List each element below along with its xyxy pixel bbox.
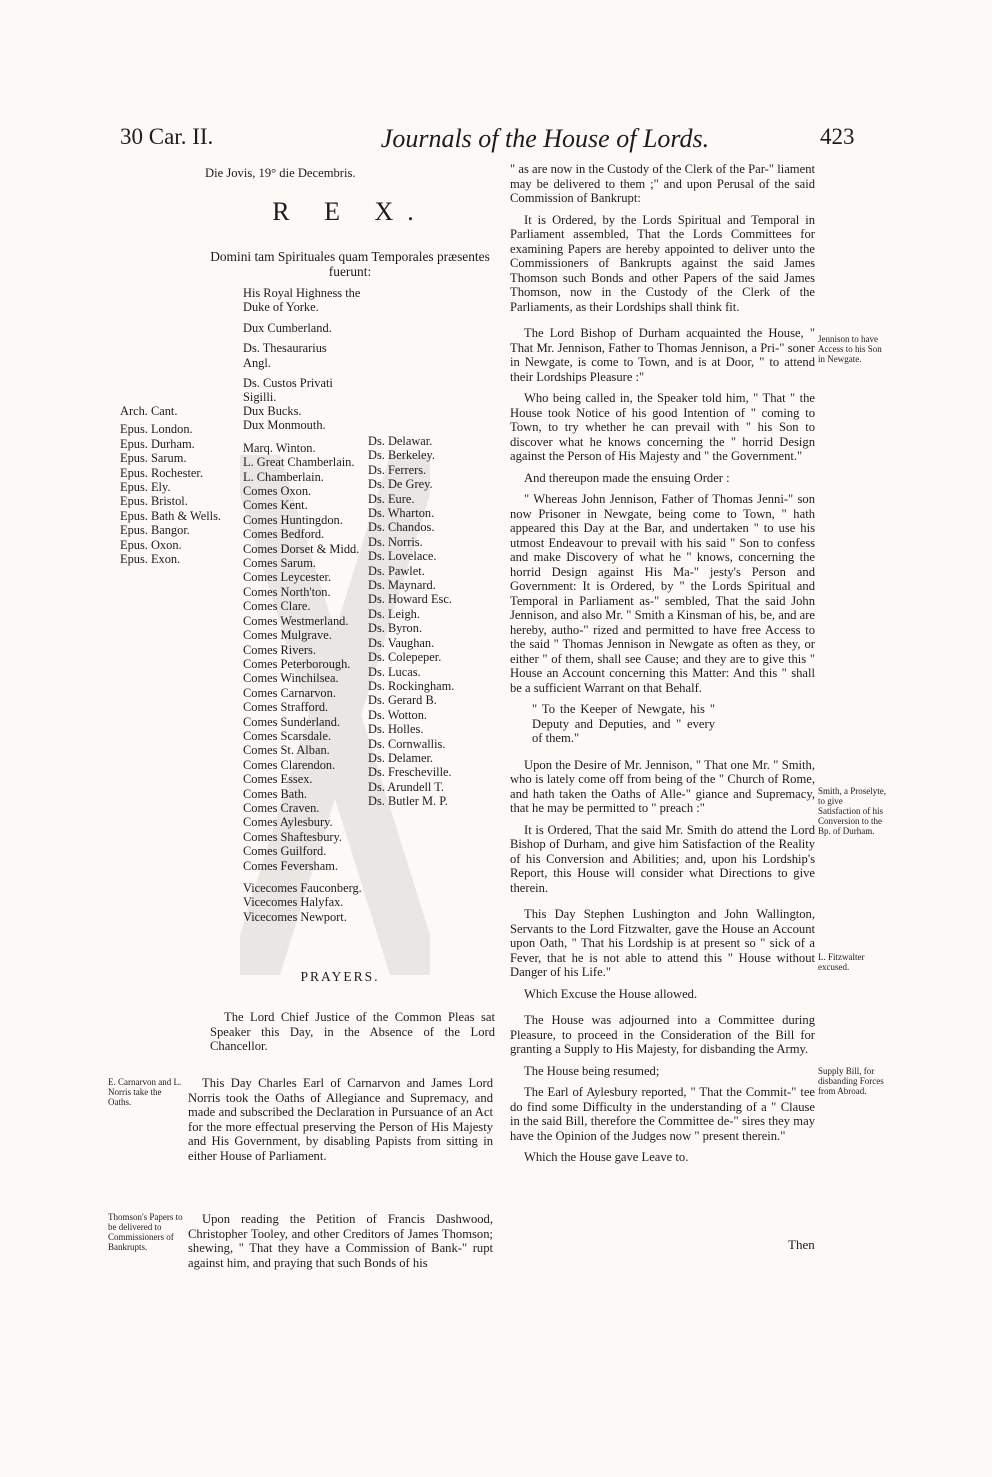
peer: Comes Carnarvon.: [243, 685, 336, 700]
peer: Comes Craven.: [243, 800, 320, 815]
bishop: Epus. Bangor.: [120, 523, 190, 538]
paragraph: The House being resumed;: [524, 1063, 660, 1078]
viscount: Vicecomes Newport.: [243, 909, 347, 924]
bishop: Epus. Ely.: [120, 480, 171, 495]
paragraph: The Earl of Aylesbury reported, " That the Commit-" tee do find some Difficulty in the understanding of a " Clause in the said Bill, therefore the Committee de-" sires they may have the Opinion of the Judges now " present therein.": [510, 1085, 815, 1143]
peer: Comes Westmerland.: [243, 613, 349, 628]
baron: Ds. Butler M. P.: [368, 794, 448, 809]
speaker-text: The Lord Chief Justice of the Common Pleas sat Speaker this Day, in the Absence of the Lord Chancellor.: [210, 1010, 495, 1053]
paragraph: The Lord Bishop of Durham acquainted the House, " That Mr. Jennison, Father to Thomas Jennison, a Pri-" soner in Newgate, is come to Town, and is at Door, " to attend their Lordships Pleasure :": [510, 326, 815, 384]
baron: Ds. Wharton.: [368, 506, 435, 521]
peer: Comes Rivers.: [243, 642, 316, 657]
baron: Ds. Norris.: [368, 534, 423, 549]
baron: Ds. Byron.: [368, 621, 423, 636]
paragraph: It is Ordered, by the Lords Spiritual and Temporal in Parliament assembled, That the Lords Committees for examining Papers are hereby appointed to deliver unto the Commissioners of Bankrupts against the said James Thomson such Bonds and other Papers of the said James Thomson, now in the Custody of the Clerk of the Parliaments, as their Lordships shall think fit.: [510, 212, 815, 314]
bishop: Arch. Cant.: [120, 404, 178, 418]
baron: Ds. Rockingham.: [368, 678, 455, 693]
paragraph: Which the House gave Leave to.: [524, 1150, 689, 1164]
peer: Dux Bucks.: [243, 404, 302, 418]
date-text: Die Jovis, 19° die Decembris.: [205, 166, 356, 180]
peer: Comes Scarsdale.: [243, 728, 332, 743]
margin-note-supply: Supply Bill, for disbanding Forces from Abroad.: [818, 1066, 884, 1096]
paragraph: " as are now in the Custody of the Clerk of the Par-" liament may be delivered to them ;" and upon Perusal of the said Commission of Bankrupt:: [510, 162, 815, 205]
top-name: Ds. Custos Privati Sigilli.: [243, 376, 333, 405]
margin-note-fitzwalter: L. Fitzwalter excused.: [818, 952, 865, 972]
baron: Ds. Frescheville.: [368, 765, 452, 780]
top-name: Ds. Thesaurarius Angl.: [243, 341, 327, 370]
margin-note-jennison: Jennison to have Access to his Son in Newgate.: [818, 334, 882, 364]
baron: Ds. Berkeley.: [368, 448, 435, 463]
carnarvon-text: This Day Charles Earl of Carnarvon and James Lord Norris took the Oaths of Allegiance and Supremacy, and made and subscribed the Declaration in Pursuance of an Act for the more effectual preserving the Person of His Majesty and His Government, by disabling Papists from sitting in either House of Parliament.: [188, 1076, 493, 1163]
baron: Ds. Gerard B.: [368, 693, 437, 708]
paragraph: " To the Keeper of Newgate, his " Deputy and Deputies, and " every of them.": [532, 702, 715, 745]
top-name: His Royal Highness the Duke of Yorke.: [243, 286, 361, 315]
baron: Ds. Holles.: [368, 722, 424, 737]
peer: Comes Sarum.: [243, 556, 316, 571]
baron: Ds. Arundell T.: [368, 779, 444, 794]
peer: Comes Guilford.: [243, 844, 327, 859]
baron: Ds. Wotton.: [368, 707, 428, 722]
peer: Marq. Winton.: [243, 440, 316, 455]
peer: Comes Clarendon.: [243, 757, 336, 772]
bishop: Epus. Bath & Wells.: [120, 508, 221, 523]
paragraph: The House was adjourned into a Committee during Pleasure, to proceed in the Consideration of the Bill for granting a Supply to His Majesty, for disbanding the Army.: [510, 1013, 815, 1056]
baron: Ds. De Grey.: [368, 477, 433, 492]
peer: Comes St. Alban.: [243, 743, 330, 758]
top-name: Dux Cumberland.: [243, 320, 332, 335]
bishop: Epus. Exon.: [120, 552, 181, 567]
bishop: Epus. Durham.: [120, 436, 195, 451]
catchword: Then: [788, 1237, 815, 1252]
baron: Ds. Delamer.: [368, 750, 434, 765]
viscount: Vicecomes Fauconberg.: [243, 881, 362, 895]
paragraph: Upon the Desire of Mr. Jennison, " That one Mr. " Smith, who is lately come off from being of the " Church of Rome, and hath taken the Oaths of Alle-" giance and Supremacy, that he may be permitted to " preach :": [510, 757, 815, 815]
baron: Ds. Chandos.: [368, 520, 435, 535]
peer: Comes North'ton.: [243, 584, 331, 599]
peer: Comes Peterborough.: [243, 656, 351, 671]
peer: Comes Winchilsea.: [243, 671, 339, 686]
date-line: [205, 166, 495, 181]
peer: Comes Strafford.: [243, 700, 329, 715]
top-names-list: [243, 286, 383, 405]
peer: Comes Aylesbury.: [243, 815, 333, 830]
baron: Ds. Leigh.: [368, 606, 420, 621]
paragraph: Which Excuse the House allowed.: [524, 986, 698, 1001]
bishop: Epus. London.: [120, 422, 193, 437]
peer: Comes Sunderland.: [243, 714, 341, 729]
rex-heading: R E X.: [272, 197, 428, 226]
peer: Comes Huntingdon.: [243, 512, 343, 527]
header-regnal-year: 30 Car. II.: [120, 124, 214, 149]
prayers-heading: PRAYERS.: [300, 969, 380, 984]
barons-list: [368, 434, 454, 809]
paragraph: And thereupon made the ensuing Order :: [524, 470, 730, 485]
baron: Ds. Eure.: [368, 491, 415, 506]
speaker-paragraph: [210, 1010, 495, 1061]
baron: Ds. Colepeper.: [368, 650, 442, 665]
peer: Comes Clare.: [243, 599, 311, 614]
bishops-list: [120, 404, 221, 566]
paragraph: Who being called in, the Speaker told him, " That " the House took Notice of his good Intention of " coming to Town, to try whether he can prevail with " his Son to discover what he knows concerning the " horrid Design against the Person of His Majesty and " the Government.": [510, 391, 815, 463]
baron: Ds. Delawar.: [368, 434, 433, 448]
peer: Comes Oxon.: [243, 484, 312, 499]
margin-note-thomson: Thomson's Papers to be delivered to Commissioners of Bankrupts.: [108, 1212, 183, 1252]
baron: Ds. Cornwallis.: [368, 736, 446, 751]
carnarvon-paragraph: [188, 1076, 493, 1170]
baron: Ds. Ferrers.: [368, 462, 427, 477]
thomson-text: Upon reading the Petition of Francis Dashwood, Christopher Tooley, and other Creditors of James Thomson; shewing, " That they have a Commission of Bank-" rupt against him, and praying that such Bonds of his: [188, 1212, 493, 1270]
baron: Ds. Howard Esc.: [368, 592, 452, 607]
paragraph: It is Ordered, That the said Mr. Smith do attend the Lord Bishop of Durham, and give him Satisfaction of the Reality of his Conversion and Abilities; and, upon his Lordship's Report, this House will consider what Directions to give therein.: [510, 822, 815, 895]
peer: Dux Monmouth.: [243, 418, 326, 433]
page-number: 423: [820, 124, 855, 149]
peer: Comes Bedford.: [243, 527, 325, 542]
bishop: Epus. Rochester.: [120, 465, 203, 480]
peer: L. Chamberlain.: [243, 469, 324, 484]
bishop: Epus. Bristol.: [120, 494, 188, 509]
peer: Comes Essex.: [243, 772, 313, 787]
margin-note-smith: Smith, a Proselyte, to give Satisfaction of his Conversion to the Bp. of Durham.: [818, 786, 886, 836]
baron: Ds. Pawlet.: [368, 563, 425, 578]
baron: Ds. Vaughan.: [368, 635, 435, 650]
peer: Comes Kent.: [243, 498, 308, 513]
paragraph: This Day Stephen Lushington and John Wallington, Servants to the Lord Fitzwalter, gave the House an Account upon Oath, " That his Lordship is at present so " sick of a Fever, that he is not able to attend this " House without Danger of his Life.": [510, 907, 815, 979]
baron: Ds. Lovelace.: [368, 549, 437, 564]
peer: Comes Feversham.: [243, 858, 338, 873]
baron: Ds. Maynard.: [368, 578, 436, 593]
peer: L. Great Chamberlain.: [243, 455, 355, 470]
peers-list: [243, 404, 362, 924]
bishop: Epus. Sarum.: [120, 451, 187, 466]
peer: Comes Leycester.: [243, 570, 332, 585]
peer: Comes Dorset & Midd.: [243, 541, 360, 556]
header-title: Journals of the House of Lords.: [380, 124, 710, 153]
baron: Ds. Lucas.: [368, 664, 421, 679]
present-line: Domini tam Spirituales quam Temporales præsentes fuerunt:: [210, 249, 490, 279]
paragraph: " Whereas John Jennison, Father of Thomas Jenni-" son now Prisoner in Newgate, being come to Town, " hath appeared this Day at the Bar, and undertaken " to use his utmost Endeavour to prevail with his said " Son to confess and make Discovery of what he " knows, concerning the horrid Design against His Ma-" jesty's Person and Government: It is Ordered, by " the Lords Spiritual and Temporal in Parliament as-" sembled, That the said John Jennison, and also Mr. " Smith a Kinsman of his, be, and are hereby, autho-" rized and permitted to have free Access to the said " Thomas Jennison in Newgate as often as they, or either " of them, shall see Cause; and they are to give this " House an Account concerning this Matter: And this " shall be a sufficient Warrant on that Behalf.: [510, 492, 815, 695]
viscount: Vicecomes Halyfax.: [243, 895, 344, 910]
right-column-text: [510, 162, 815, 1172]
peer: Comes Bath.: [243, 786, 308, 801]
thomson-paragraph: [188, 1212, 493, 1277]
margin-note-carnarvon: E. Carnarvon and L. Norris take the Oaths.: [108, 1077, 182, 1107]
peer: Comes Mulgrave.: [243, 628, 332, 643]
bishop: Epus. Oxon.: [120, 537, 182, 552]
peer: Comes Shaftesbury.: [243, 829, 342, 844]
